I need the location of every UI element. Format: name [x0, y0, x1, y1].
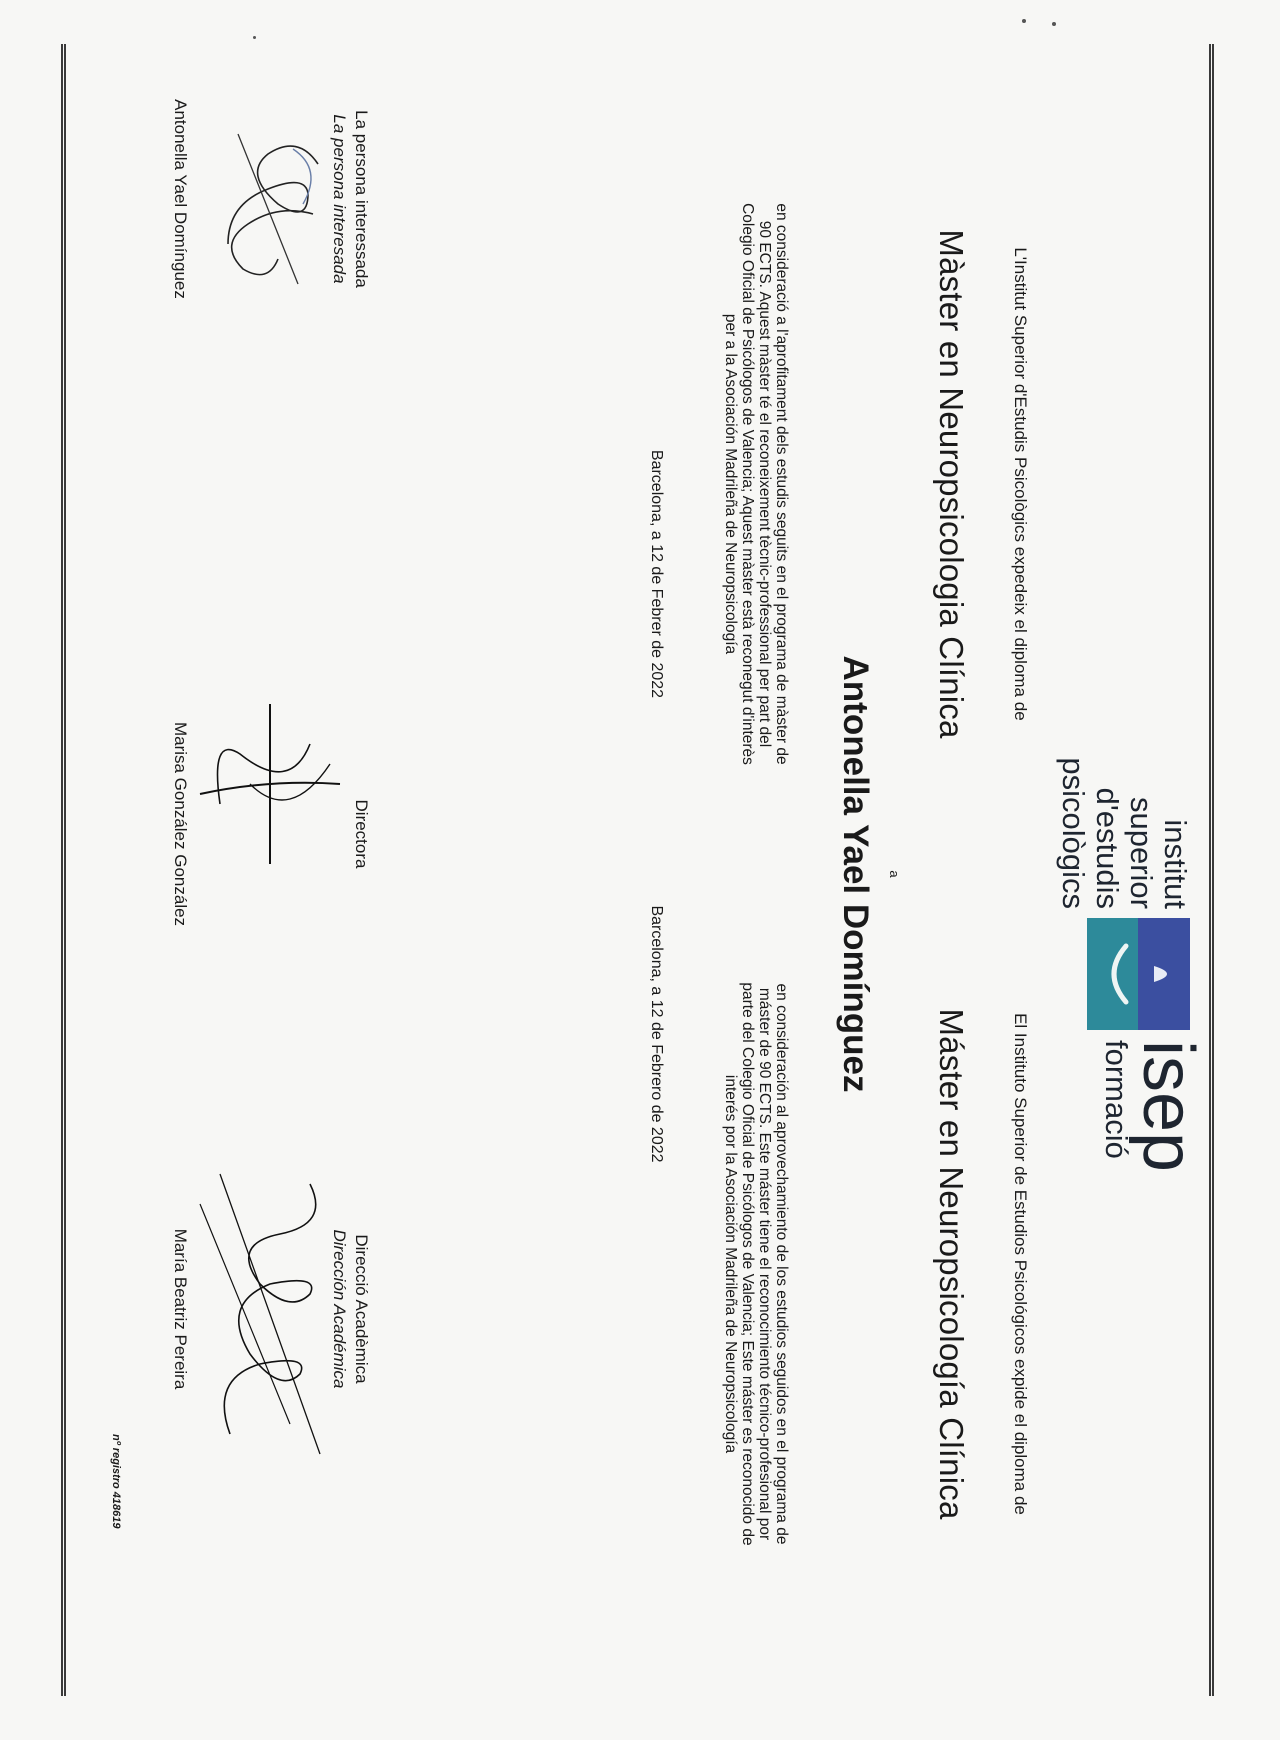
logo-brand: [1098, 1040, 1208, 1173]
date-spanish: Barcelona, a 12 de Febrero de 2022: [648, 905, 665, 1163]
speck: [1022, 19, 1026, 23]
brand-subtitle: formació: [1099, 1040, 1134, 1159]
body-catalan: [722, 104, 790, 864]
signer-interested-name: Antonella Yael Domínguez: [171, 99, 190, 299]
signature-interested-drawing: [198, 94, 338, 314]
recipient-name: Antonella Yael Domínguez: [836, 655, 875, 1093]
registry-number: nº registro 418619: [110, 1434, 122, 1529]
body-spanish-line: interés por la Asociación Madrileña de Neuropsicología: [722, 1074, 739, 1454]
body-spanish-line: máster de 90 ECTS. Este máster tiene el reconocimiento técnico-profesional por: [756, 987, 773, 1541]
body-catalan-line: en consideració a l'aprofitament dels estudis seguits en el programa de màster de: [773, 203, 790, 765]
label-director: Directora: [352, 799, 371, 869]
body-catalan-line: Colegio Oficial de Psicólogos de Valencia; Aquest màster està reconegut d'interès: [739, 203, 756, 765]
body-spanish-line: en consideración al aprovechamiento de los estudios seguidos en el programa de: [773, 983, 790, 1545]
body-catalan-line: 90 ECTS. Aquest màster té el reconeixement tècnic-professional per part del: [756, 220, 773, 748]
title-catalan: Màster en Neuropsicologia Clínica: [933, 229, 970, 739]
label-academic-ca: Direcció Acadèmica: [352, 1234, 371, 1384]
logo-line-1: institut superior: [1124, 797, 1193, 909]
body-spanish: [722, 874, 790, 1654]
speck: [1052, 22, 1056, 26]
body-spanish-line: parte del Colegio Oficial de Psicólogos de Valencia; Este máster es reconocido de: [739, 982, 756, 1546]
signature-director-labels: [350, 734, 372, 934]
certificate-content: [60, 44, 1210, 1696]
title-spanish: Máster en Neuropsicología Clínica: [933, 1008, 970, 1520]
logo-line-2: d'estudis: [1090, 787, 1125, 909]
label-academic-es: Dirección Académica: [330, 1229, 349, 1389]
speck: [253, 36, 256, 39]
signature-director-drawing: [190, 684, 350, 884]
signer-academic-name: María Beatriz Pereira: [171, 1228, 190, 1390]
intro-spanish: El Instituto Superior de Estudios Psicológicos expide el diploma de: [1011, 1013, 1030, 1515]
recipient-prefix: a: [887, 870, 902, 878]
date-catalan: Barcelona, a 12 de Febrer de 2022: [648, 449, 665, 699]
logo-emblem: [1087, 918, 1190, 1030]
label-interested-ca: La persona interessada: [352, 110, 371, 288]
logo-institute-text: [1056, 719, 1192, 909]
brand-name: isep: [1128, 1040, 1208, 1173]
logo-line-3: psicològics: [1056, 757, 1091, 909]
body-catalan-line: per a la Asociación Madrileña de Neuropsicología: [722, 313, 739, 655]
signer-director-name: Marisa González González: [171, 721, 190, 927]
intro-catalan: L'Institut Superior d'Estudis Psicològics expedeix el diploma de: [1011, 247, 1030, 721]
signature-academic-drawing: [190, 1164, 350, 1464]
label-interested-es: La persona interesada: [330, 114, 349, 284]
